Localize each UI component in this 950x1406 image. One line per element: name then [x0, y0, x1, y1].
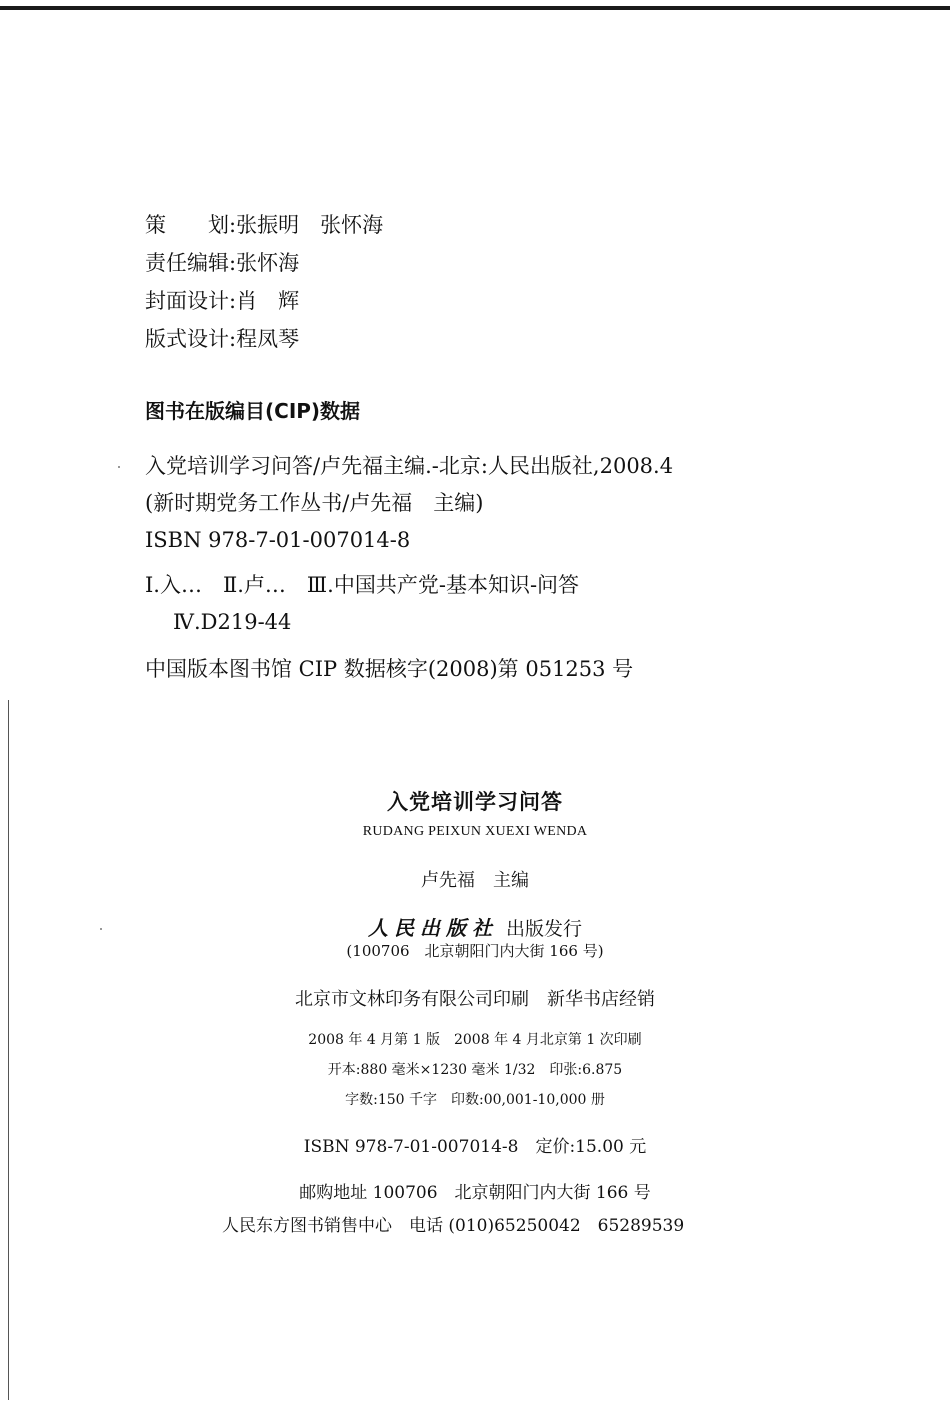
top-border-rule: [0, 6, 950, 10]
publisher-suffix: 出版发行: [505, 918, 582, 940]
format-info: 开本:880 毫米×1230 毫米 1/32 印张:6.875: [327, 1062, 623, 1078]
mail-order-address: 邮购地址 100706 北京朝阳门内大街 166 号: [299, 1183, 651, 1203]
cip-line-series: (新时期党务工作丛书/卢先福 主编): [145, 491, 484, 515]
wordcount-info: 字数:150 千字 印数:00,001-10,000 册: [345, 1092, 605, 1108]
isbn-price: ISBN 978-7-01-007014-8 定价:15.00 元: [303, 1137, 647, 1157]
cip-line-isbn: ISBN 978-7-01-007014-8: [145, 528, 411, 552]
credit-planning: 策 划:张振明 张怀海: [145, 213, 384, 237]
credit-cover-design: 封面设计:肖 辉: [145, 289, 300, 313]
edition-info: 2008 年 4 月第 1 版 2008 年 4 月北京第 1 次印刷: [308, 1032, 642, 1048]
cip-heading: 图书在版编目(CIP)数据: [145, 399, 361, 423]
cip-classification-number: Ⅳ.D219-44: [173, 610, 292, 634]
cip-classification: Ⅰ.入… Ⅱ.卢… Ⅲ.中国共产党-基本知识-问答: [145, 573, 580, 597]
printer-distributor: 北京市文林印务有限公司印刷 新华书店经销: [295, 989, 655, 1010]
cip-data-block: [145, 448, 673, 688]
book-title: 入党培训学习问答: [387, 790, 563, 814]
cip-line-title: 入党培训学习问答/卢先福主编.-北京:人民出版社,2008.4: [145, 454, 674, 478]
publisher-line: [0, 912, 950, 941]
credits-block: [145, 206, 383, 358]
publisher-logo: 人民出版社: [367, 916, 498, 940]
scan-speck: [118, 466, 120, 468]
book-editor: 卢先福 主编: [421, 870, 529, 891]
cip-record-number: 中国版本图书馆 CIP 数据核字(2008)第 051253 号: [145, 657, 634, 681]
book-title-pinyin: RUDANG PEIXUN XUEXI WENDA: [362, 824, 588, 839]
publisher-address: (100706 北京朝阳门内大街 166 号): [346, 942, 604, 960]
sales-center-phone: 人民东方图书销售中心 电话 (010)65250042 65289539: [222, 1216, 685, 1236]
credit-layout-design: 版式设计:程凤琴: [145, 327, 300, 351]
credit-editor: 责任编辑:张怀海: [145, 251, 300, 275]
